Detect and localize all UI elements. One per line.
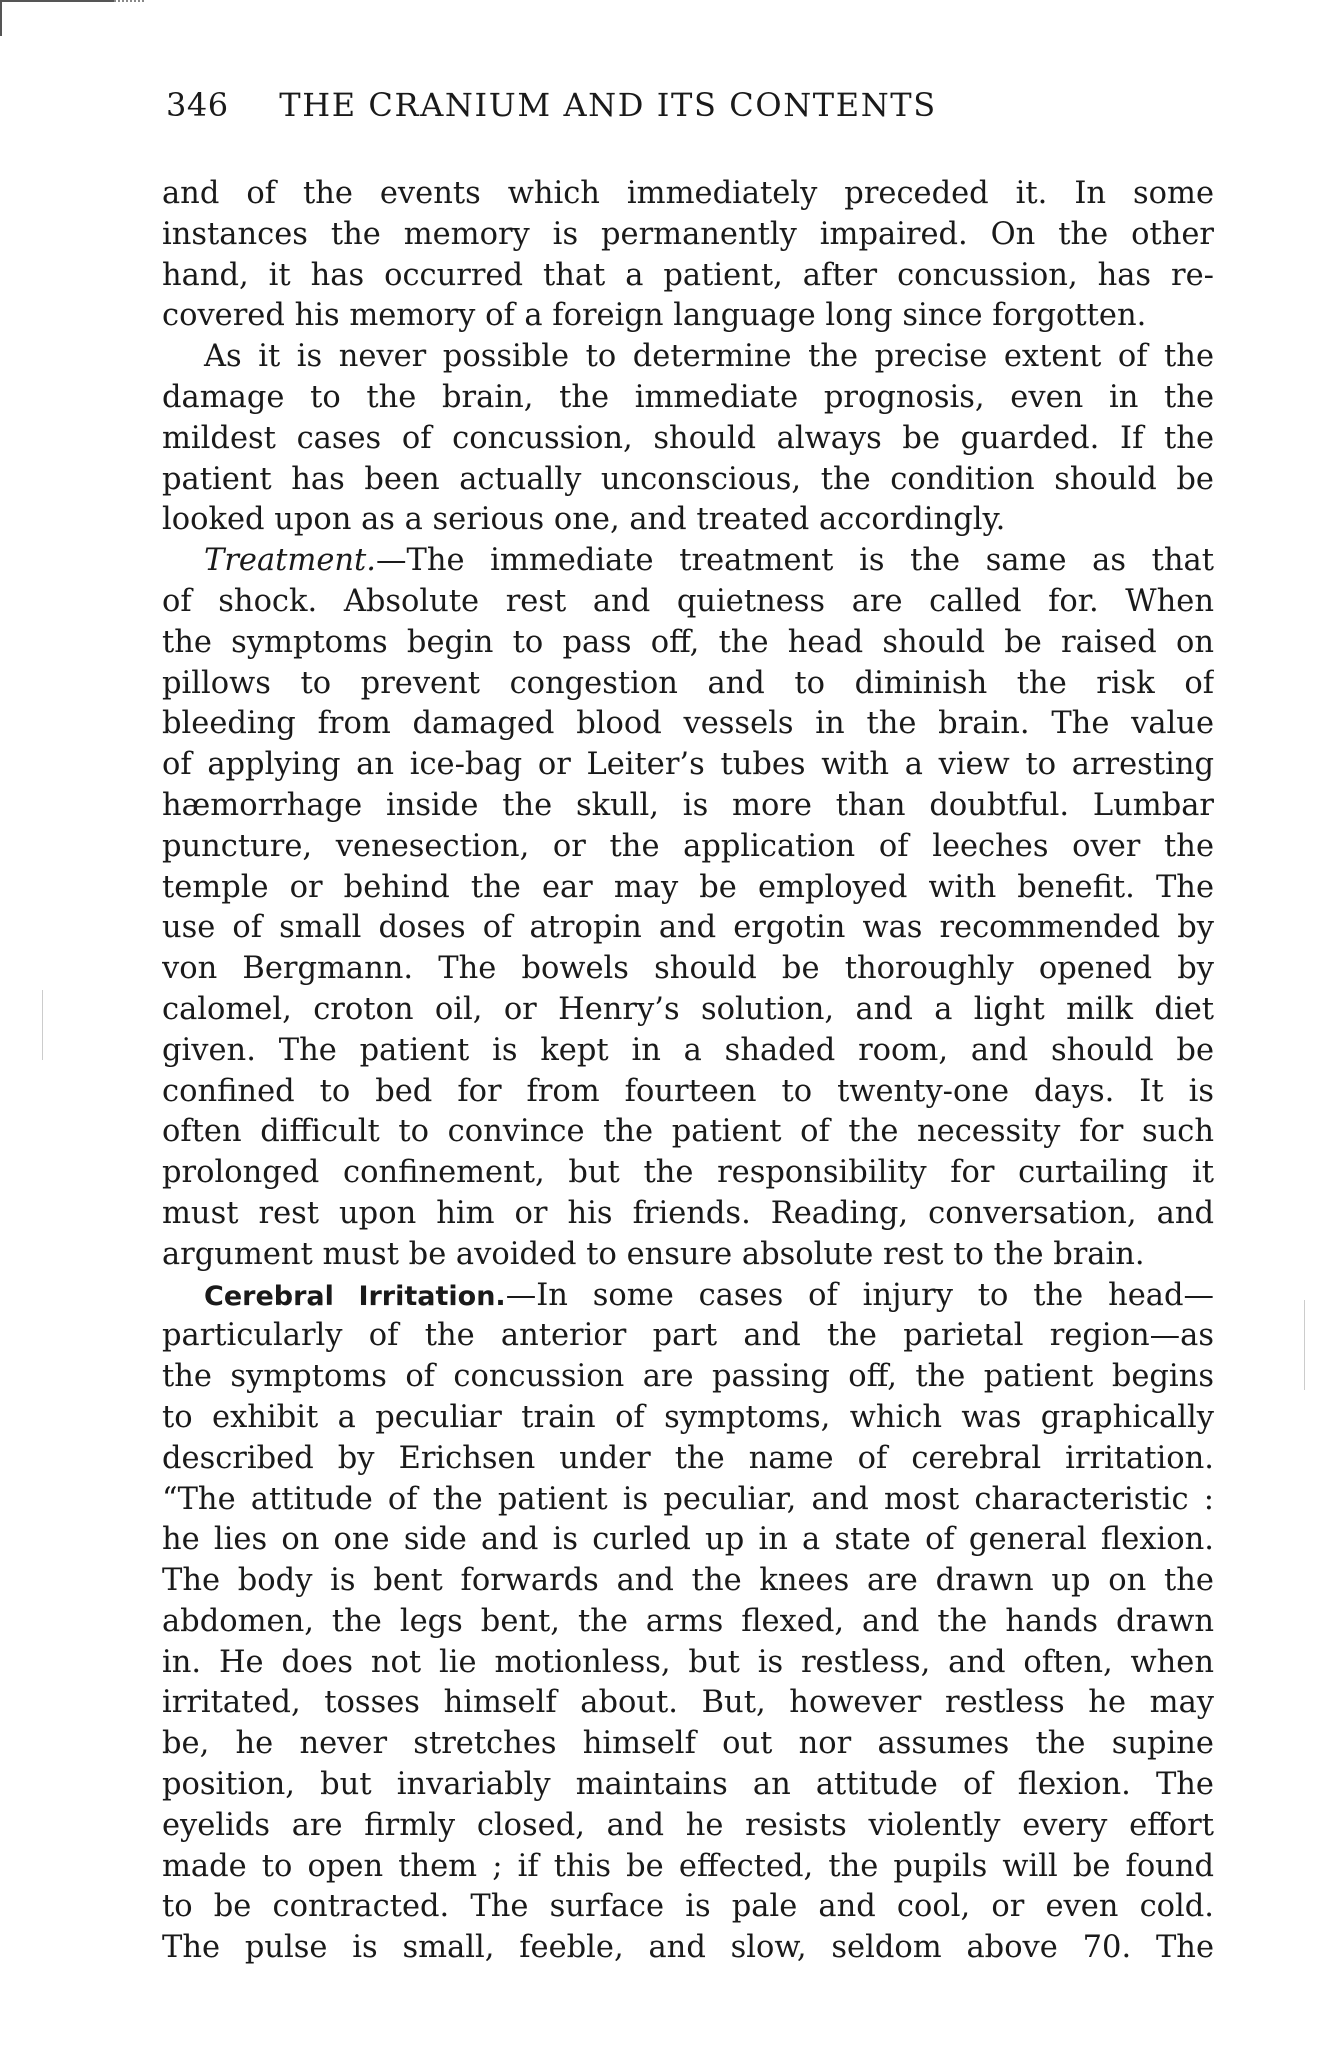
scan-corner-mark [0, 0, 114, 36]
running-title: THE CRANIUM AND ITS CONTENTS [279, 86, 937, 124]
text-line: The pulse is small, feeble, and slow, seldom above 70. The [162, 1930, 1214, 1966]
text-line: von Bergmann. The bowels should be thoroughly opened by [162, 951, 1214, 987]
irritation-line [162, 1276, 1214, 1317]
text-line: bleeding from damaged blood vessels in the brain. The value [162, 706, 1214, 742]
text-line: made to open them ; if this be effected, the pupils will be found [162, 1848, 1214, 1884]
text-line: and of the events which immediately preceded it. In some [162, 176, 1214, 211]
margin-mark-left [42, 990, 44, 1060]
text-line: position, but invariably maintains an attitude of flexion. The [162, 1767, 1214, 1803]
text-line: temple or behind the ear may be employed with benefit. The [162, 869, 1214, 905]
text-line: described by Erichsen under the name of cerebral irritation. [162, 1440, 1214, 1476]
text-line: to exhibit a peculiar train of symptoms, which was graphically [162, 1399, 1214, 1435]
text-line: looked upon as a serious one, and treated accordingly. [162, 502, 1006, 538]
text-line: the symptoms begin to pass off, the head should be raised on [162, 624, 1214, 660]
text-line: covered his memory of a foreign language long since forgotten. [162, 298, 1147, 334]
text-line: argument must be avoided to ensure absolute rest to the brain. [162, 1236, 1145, 1272]
text-line: eyelids are firmly closed, and he resists violently every effort [162, 1807, 1214, 1843]
irritation-heading: Cerebral Irritation. [204, 1280, 506, 1312]
text-line: hand, it has occurred that a patient, after concussion, has re- [162, 257, 1214, 293]
text-line: use of small doses of atropin and ergotin was recommended by [162, 910, 1214, 946]
margin-mark-right [1304, 1300, 1306, 1390]
text-line: abdomen, the legs bent, the arms flexed, and the hands drawn [162, 1603, 1214, 1639]
text-line: mildest cases of concussion, should always be guarded. If the [162, 420, 1214, 456]
treatment-heading: Treatment. [204, 543, 376, 579]
text-line: he lies on one side and is curled up in a state of general flexion. [162, 1522, 1214, 1558]
text-line: patient has been actually unconscious, the condition should be [162, 461, 1214, 497]
text-line: pillows to prevent congestion and to diminish the risk of [162, 665, 1214, 701]
text-line: of applying an ice-bag or Leiter’s tubes with a view to arresting [162, 747, 1214, 783]
text-line: in. He does not lie motionless, but is restless, and often, when [162, 1644, 1214, 1680]
text-line: be, he never stretches himself out nor assumes the supine [162, 1726, 1214, 1762]
text-line: of shock. Absolute rest and quietness are called for. When [162, 583, 1214, 619]
body-text [162, 174, 1214, 1969]
page-header [166, 86, 1166, 130]
text-line: the symptoms of concussion are passing off, the patient begins [162, 1359, 1214, 1395]
text-line: instances the memory is permanently impaired. On the other [162, 216, 1214, 252]
text-line: given. The patient is kept in a shaded room, and should be [162, 1032, 1214, 1068]
text-line: “The attitude of the patient is peculiar, and most characteristic : [162, 1481, 1214, 1517]
text-line: irritated, tosses himself about. But, however restless he may [162, 1685, 1214, 1721]
text-line: As it is never possible to determine the precise extent of the [204, 339, 1214, 375]
text-line: hæmorrhage inside the skull, is more than doubtful. Lumbar [162, 787, 1214, 823]
page-number: 346 [166, 86, 229, 124]
text-line: calomel, croton oil, or Henry’s solution, and a light milk diet [162, 991, 1214, 1027]
text-line: prolonged confinement, but the responsibility for curtailing it [162, 1155, 1214, 1191]
text-line: The body is bent forwards and the knees are drawn up on the [162, 1563, 1214, 1599]
text-line: often difficult to convince the patient of the necessity for such [162, 1114, 1214, 1150]
text-run: —In some cases of injury to the head— [505, 1277, 1214, 1313]
text-line: to be contracted. The surface is pale and cool, or even cold. [162, 1889, 1214, 1925]
text-run: —The immediate treatment is the same as that [375, 543, 1214, 579]
text-line: must rest upon him or his friends. Reading, conversation, and [162, 1195, 1214, 1231]
treatment-line [162, 541, 1214, 582]
text-line: confined to bed for from fourteen to twenty-one days. It is [162, 1073, 1214, 1109]
text-line: particularly of the anterior part and the parietal region—as [162, 1318, 1214, 1354]
text-line: puncture, venesection, or the application of leeches over the [162, 828, 1214, 864]
text-line: damage to the brain, the immediate prognosis, even in the [162, 379, 1214, 415]
